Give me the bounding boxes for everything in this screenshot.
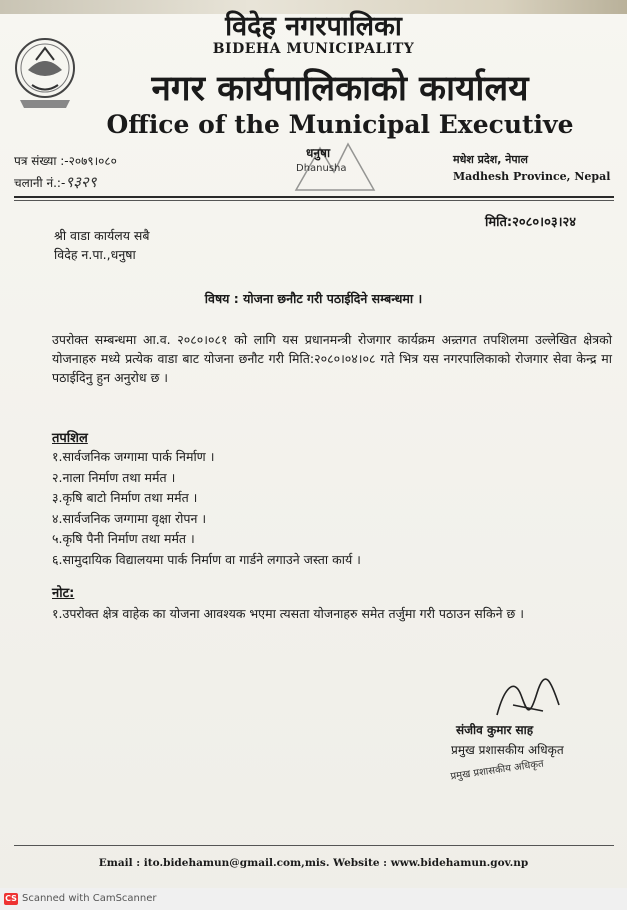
addressee-line-1: श्री वाडा कार्यलय सबै (54, 228, 150, 243)
chalani-value: ९३२९ (65, 173, 97, 191)
letter-date: मिति:२०८०।०३।२४ (485, 215, 577, 230)
header-divider-thin (14, 200, 614, 201)
tapsil-list (52, 447, 361, 570)
stamp-district-np: धनुषा (306, 146, 331, 160)
addressee (54, 226, 150, 264)
municipality-name-en: BIDEHA MUNICIPALITY (212, 41, 415, 57)
signatory-stamp: प्रमुख प्रशासकीय अधिकृत (449, 758, 545, 783)
patra-sankhya (14, 152, 117, 169)
tapsil-title: तपशिल (52, 431, 88, 446)
office-name-np: नगर कार्यपालिकाको कार्यालय (151, 69, 529, 109)
signatory-title: प्रमुख प्रशासकीय अधिकृत (451, 743, 564, 757)
list-item: १.सार्वजनिक जग्गामा पार्क निर्माण । (52, 449, 215, 464)
list-item: ६.सामुदायिक विद्यालयमा पार्क निर्माण वा गार्डने लगाउने जस्ता कार्य । (52, 551, 361, 567)
municipality-name-np: विदेह नगरपालिका (225, 11, 402, 42)
body-paragraph: उपरोक्त सम्बन्धमा आ.व. २०८०।०८१ को लागि यस प्रधानमन्त्री रोजगार कार्यक्रम अन्र्तगत तपशिलमा उल्लेखित क्षेत्रको योजनाहरु मध्ये प्रत्येक वाडा बाट योजना छनौट गरी मिति:२०८०।०४।०८ गते भित्र यस नगरपालिकाको रोजगार सेवा केन्द्र मा पठाईदिनु हुन अनुरोध छ । (52, 332, 612, 385)
footer-contact: Email : ito.bidehamun@gmail.com,mis. Website : www.bidehamun.gov.np (98, 857, 529, 869)
patra-label: पत्र संख्या :- (14, 154, 69, 168)
province-en: Madhesh Province, Nepal (453, 170, 611, 183)
list-item: ५.कृषि पैनी निर्माण तथा मर्मत । (52, 531, 195, 546)
patra-value: २०७९।०८० (68, 154, 117, 168)
camscanner-icon: CS (5, 894, 17, 903)
province-np: मधेश प्रदेश, नेपाल (453, 153, 528, 166)
scanner-watermark: Scanned with CamScanner (22, 893, 157, 904)
letter-subject: विषय : योजना छनौट गरी पठाईदिने सम्बन्धमा । (204, 291, 423, 306)
chalani-label: चलानी नं.:- (14, 176, 66, 190)
signatory-name: संजीव कुमार साह (456, 723, 534, 737)
note-title: नोट: (52, 586, 75, 601)
office-name-en: Office of the Municipal Executive (106, 110, 574, 139)
list-item: ४.सार्वजनिक जग्गामा वृक्षा रोपन । (52, 510, 207, 526)
chalani-number (14, 172, 97, 192)
stamp-district-en: Dhanusha (296, 163, 347, 174)
list-item: ३.कृषि बाटो निर्माण तथा मर्मत । (52, 490, 198, 505)
signature-icon (493, 675, 563, 723)
addressee-line-2: विदेह न.पा.,धनुषा (54, 247, 136, 262)
list-item: २.नाला निर्माण तथा मर्मत । (52, 469, 176, 485)
footer-divider (14, 845, 614, 846)
header-divider (14, 196, 614, 198)
note-text: १.उपरोक्त क्षेत्र वाहेक का योजना आवश्यक भएमा त्यसता योजनाहरु समेत तर्जुमा गरी पठाउन सकिने छ । (52, 606, 524, 621)
